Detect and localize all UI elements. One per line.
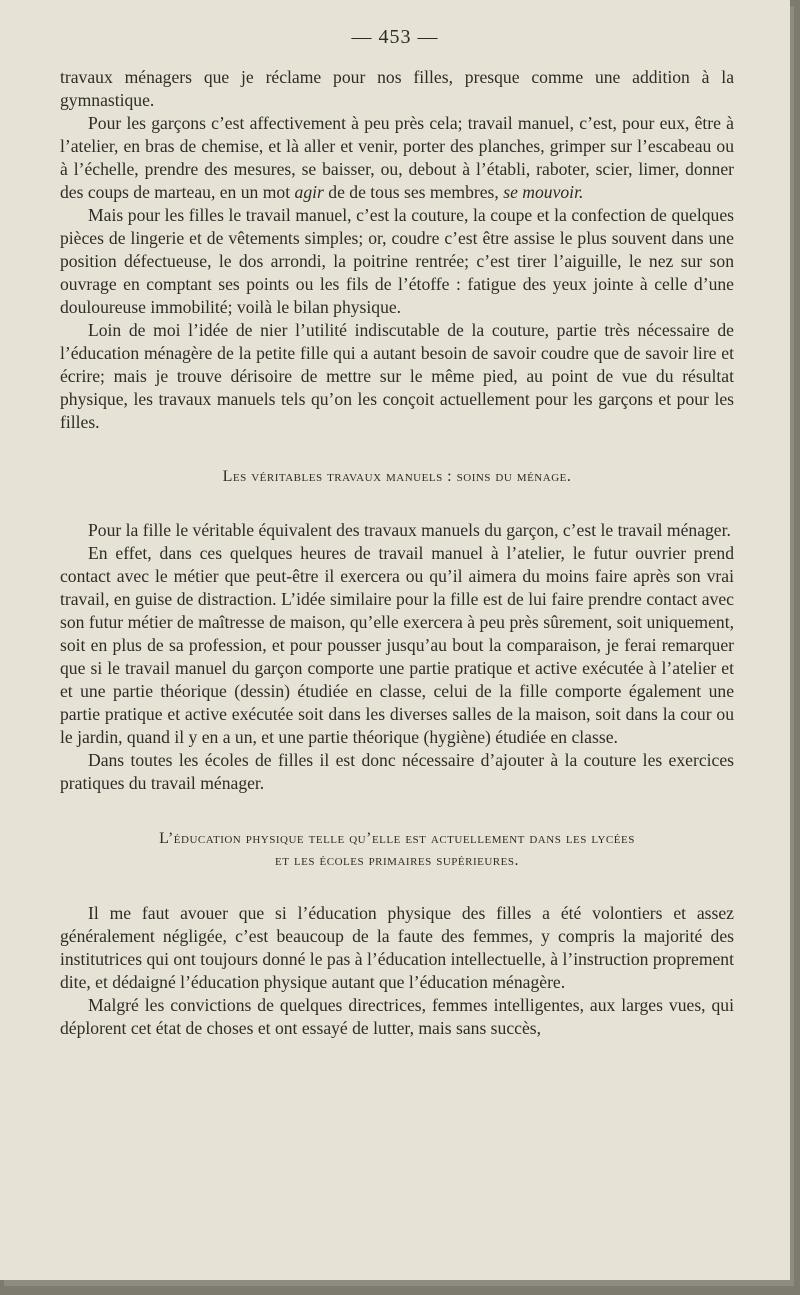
paragraph: travaux ménagers que je réclame pour nos filles, presque comme une addition à la gymnastique. [60,67,734,110]
paragraph-text: Pour les garçons c’est affectivement à peu près cela; travail manuel, c’est, pour eux, être à l’atelier, en bras de chemise, et là aller et venir, porter des planches, grimper sur l’escabeau ou à l’échelle, prendre des mesures, se baisser, ou, debout à l’établi, raboter, scier, limer, donner des coups de marteau, en un mot [60,113,734,202]
section-heading-line: et les écoles primaires supérieures. [275,852,519,869]
paragraph: Pour la fille le véritable équivalent des travaux manuels du garçon, c’est le travail ménager. [88,520,731,540]
italic-term: se mouvoir. [503,182,584,202]
page-number: — 453 — [351,26,439,48]
paragraph: Mais pour les filles le travail manuel, c’est la couture, la coupe et la confection de quelques pièces de lingerie et de vêtements simples; or, coudre c’est être assise le plus souvent dans une position défectueuse, le dos arrondi, la poitrine rentrée; c’est tirer l’aiguille, le nez sur son ouvrage en comptant ses points ou les fils de l’étoffe : fatigue des yeux jointe à celle d’une douloureuse immobilité; voilà le bilan physique. [60,205,734,317]
paragraph [60,112,734,204]
paragraph: En effet, dans ces quelques heures de travail manuel à l’atelier, le futur ouvrier prend contact avec le métier que peut-être il exercera ou qu’il aimera du moins faire après son vrai travail, en guise de distraction. L’idée similaire pour la fille est de lui faire prendre contact avec son futur métier de maîtresse de maison, qu’elle exercera à peu près sûrement, soit uniquement, soit en plus de sa profession, et pour pousser jusqu’au bout la comparaison, je ferai remarquer que si le travail manuel du garçon comporte une partie pratique et active exécutée à l’atelier et et une partie théorique (dessin) étudiée en classe, celui de la fille comporte également une partie pratique et active exécutée soit dans les diverses salles de la maison, soit dans la cour ou le jardin, quand il y en a un, et une partie théorique (hygiène) étudiée en classe. [60,543,734,747]
page-body [60,66,734,1040]
italic-term: agir [294,182,324,202]
paragraph: Dans toutes les écoles de filles il est donc nécessaire d’ajouter à la couture les exercices pratiques du travail ménager. [60,750,734,793]
section-heading-line: L’éducation physique telle qu’elle est actuellement dans les lycées [159,830,635,847]
paragraph: Loin de moi l’idée de nier l’utilité indiscutable de la couture, partie très nécessaire de l’éducation ménagère de la petite fille qui a autant besoin de savoir coudre que de savoir lire et écrire; mais je trouve dérisoire de mettre sur le même pied, au point de vue du résultat physique, les travaux manuels tels qu’on les conçoit actuellement pour les garçons et pour les filles. [60,320,734,432]
paragraph: Il me faut avouer que si l’éducation physique des filles a été volontiers et assez généralement négligée, c’est beaucoup de la faute des femmes, y compris la majorité des institutrices qui ont toujours donné le pas à l’éducation intellectuelle, à l’instruction proprement dite, et dédaigné l’éducation physique autant que l’éducation ménagère. [60,903,734,992]
paragraph-text: de de tous ses membres, [328,182,499,202]
section-heading: Les véritables travaux manuels : soins du ménage. [222,468,572,485]
section-heading [60,828,734,872]
paragraph: Malgré les convictions de quelques directrices, femmes intelligentes, aux larges vues, qui déplorent cet état de choses et ont essayé de lutter, mais sans succès, [60,995,734,1038]
